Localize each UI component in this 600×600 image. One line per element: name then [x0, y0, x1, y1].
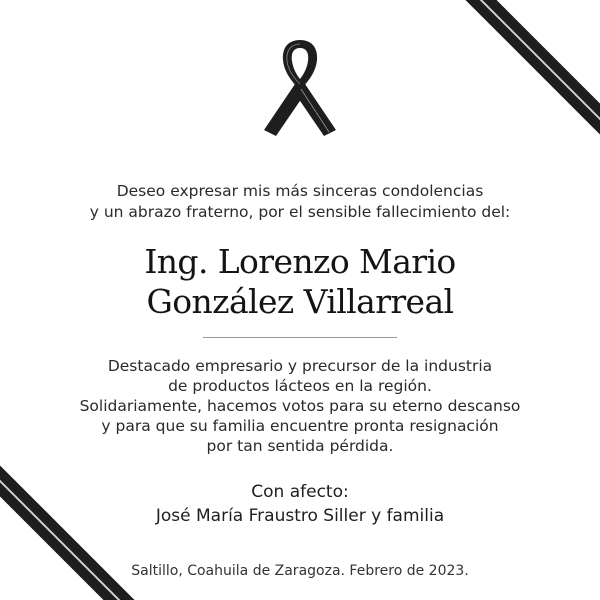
divider	[203, 337, 397, 338]
message-line-4: y para que su familia encuentre pronta resignación	[101, 417, 499, 435]
message-line-3: Solidariamente, hacemos votos para su eterno descanso	[79, 397, 521, 415]
message-line-5: por tan sentida pérdida.	[206, 437, 394, 455]
message-line-2: de productos lácteos en la región.	[168, 377, 432, 395]
message-line-1: Destacado empresario y precursor de la industria	[107, 357, 493, 375]
mourning-band-top-right	[464, 0, 600, 155]
mourning-ribbon-icon	[262, 32, 338, 140]
closing-signature: José María Fraustro Siller y familia	[155, 506, 445, 526]
deceased-name-line-2: González Villarreal	[146, 282, 454, 321]
intro-line-2: y un abrazo fraterno, por el sensible fallecimiento del:	[89, 203, 511, 221]
deceased-name-line-1: Ing. Lorenzo Mario	[144, 242, 456, 281]
closing-salutation: Con afecto:	[251, 482, 349, 502]
intro-line-1: Deseo expresar mis más sinceras condolencias	[116, 182, 484, 200]
place-date: Saltillo, Coahuila de Zaragoza. Febrero de 2023.	[131, 563, 469, 579]
